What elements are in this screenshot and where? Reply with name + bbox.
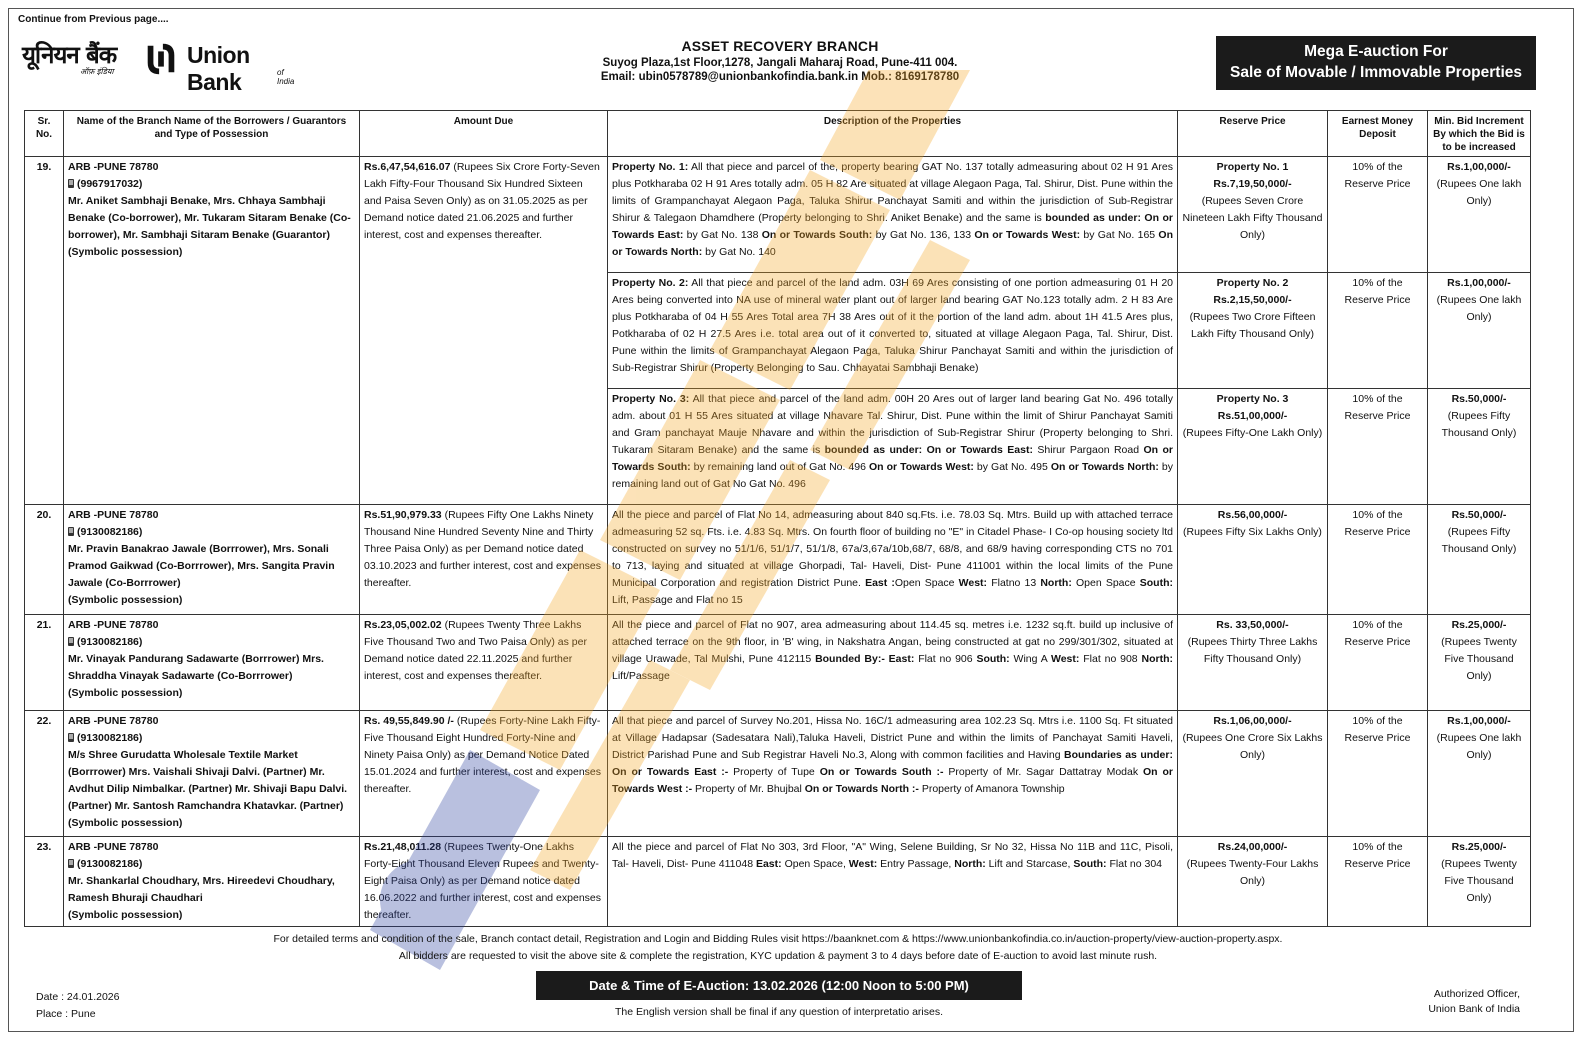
row-sr: 22. [25, 711, 64, 837]
property-bound-label: East: [755, 858, 782, 870]
logo-english-sub: of India [277, 68, 295, 86]
property-text: Wing A [1009, 653, 1051, 665]
property-bound-label: On or Towards West :- [612, 766, 1173, 795]
row-reserve [1178, 837, 1328, 927]
auction-date-banner: Date & Time of E-Auction: 13.02.2026 (12:00 Noon to 5:00 PM) [536, 971, 1022, 1000]
mega-line-1: Mega E-auction For [1304, 43, 1448, 60]
bid-words: (Rupees One lakh Only) [1436, 732, 1522, 761]
row-amount-value: Rs. 49,55,849.90 /- [364, 715, 454, 727]
row-reserve [1178, 157, 1328, 273]
row-phone [68, 176, 355, 193]
row-amount-text: (Rupees Fifty One Lakhs Ninety Thousand Nine Hundred Seventy Nine and Thirty Three Paisa Only) as per Demand notice dated 03.10.2023 and further interest, cost and expenses thereafter. [364, 509, 601, 589]
property-bound-label: On or Towards North: [612, 229, 1174, 258]
row-sr: 19. [25, 157, 64, 505]
row-possession: (Symbolic possession) [68, 594, 183, 606]
row-amount-value: Rs.23,05,002.02 [364, 619, 442, 631]
property-text: Shirur Pargaon Road [1032, 444, 1144, 456]
union-bank-logo [22, 36, 302, 95]
officer-line-2: Union Bank of India [1428, 1003, 1520, 1015]
row-branch: ARB -PUNE 78780 [68, 841, 159, 853]
row-amount-value: Rs.51,90,979.33 [364, 509, 442, 521]
row-reserve [1178, 615, 1328, 711]
row-borrowers: Mr. Pravin Banakrao Jawale (Borrrower), Mrs. Sonali Pramod Gaikwad (Co-Borrrower), Mrs. Sangita Pravin Jawale (Co-Borrrower) [68, 543, 335, 589]
row-emd: 10% of the Reserve Price [1328, 505, 1428, 615]
property-text: by remaining land out of Gat No. 496 [690, 461, 869, 473]
header-name: Name of the Branch Name of the Borrowers / Guarantors and Type of Possession [64, 111, 360, 157]
table-row [25, 615, 1531, 711]
row-borrowers: Mr. Aniket Sambhaji Benake, Mrs. Chhaya Sambhaji Benake (Co-borrower), Mr. Tukaram Sitaram Benake (Co-borrower), Mr. Sambhaji Sitaram Benake (Guarantor) [68, 195, 351, 241]
property-bound-label: Boundaries as under: On or Towards East :- [612, 749, 1173, 778]
logo-hindi-sub: ऑफ़ इंडिया [80, 67, 114, 76]
row-branch: ARB -PUNE 78780 [68, 715, 159, 727]
table-row [25, 157, 1531, 273]
reserve-amount: Rs.24,00,000/- [1217, 841, 1288, 853]
row-description [608, 711, 1178, 837]
row-phone-number: (9130082186) [77, 636, 143, 648]
continue-note: Continue from Previous page.... [18, 14, 169, 25]
branch-title: ASSET RECOVERY BRANCH [681, 38, 879, 54]
property-text: by remaining land out of Gat No Gat No. 496 [612, 461, 1173, 490]
reserve-words: (Rupees One Crore Six Lakhs Only) [1182, 732, 1323, 761]
header-sr: Sr. No. [25, 111, 64, 157]
row-borrowers: M/s Shree Gurudatta Wholesale Textile Market (Borrrower) Mrs. Vaishali Shivaji Dalvi. (Partner) Mr. Avdhut Dilip Nimbalkar. (Partner) Mr. Shivaji Bapu Dalvi. (Partner) Mr. Santosh Ramchandra Khatavkar. (Partner) [68, 749, 348, 812]
row-emd: 10% of the Reserve Price [1328, 711, 1428, 837]
notice-place: Place : Pune [36, 1008, 96, 1020]
reserve-amount: Rs.51,00,000/- [1217, 410, 1288, 422]
mega-auction-banner [1216, 36, 1536, 90]
row-reserve [1178, 711, 1328, 837]
property-bound-label: On or Towards South: [761, 229, 873, 241]
logo-english-text: Union Bank [187, 42, 250, 95]
reserve-words: (Rupees Fifty-One Lakh Only) [1182, 427, 1323, 439]
property-bound-label: Bounded By:- East: [815, 653, 915, 665]
row-borrower-cell [64, 711, 360, 837]
row-branch: ARB -PUNE 78780 [68, 619, 159, 631]
row-sr: 21. [25, 615, 64, 711]
reserve-words: (Rupees Thirty Three Lakhs Fifty Thousand Only) [1187, 636, 1318, 665]
property-text: Flat no 906 [914, 653, 977, 665]
reserve-title: Property No. 1 [1216, 161, 1289, 173]
table-row [25, 505, 1531, 615]
row-amount-text: (Rupees Twenty Three Lakhs Five Thousand Two and Two Paisa Only) as per Demand notice dated 22.11.2025 and further interest, cost and expenses thereafter. [364, 619, 587, 682]
row-phone [68, 634, 355, 651]
reserve-amount: Rs.1,06,00,000/- [1213, 715, 1292, 727]
header-emd: Earnest Money Deposit [1328, 111, 1428, 157]
property-bound-label: On or Towards South :- [819, 766, 944, 778]
property-label: Property No. 1: [612, 161, 689, 173]
row-emd: 10% of the Reserve Price [1328, 273, 1428, 389]
row-bid [1428, 615, 1531, 711]
bid-amount: Rs.25,000/- [1451, 841, 1507, 853]
bid-amount: Rs.1,00,000/- [1447, 715, 1511, 727]
property-bound-label: bounded as under: On or Towards East: [612, 212, 1173, 241]
row-phone-number: (9967917032) [77, 178, 143, 190]
row-amount-cell [360, 157, 608, 505]
property-text: Property of Tupe [728, 766, 820, 778]
property-text: Flatno 13 [987, 577, 1041, 589]
row-bid [1428, 505, 1531, 615]
property-text: Property of Mr. Sagar Dattatray Modak [943, 766, 1143, 778]
phone-icon [68, 733, 74, 742]
row-amount-text: (Rupees Six Crore Forty-Seven Lakh Fifty-Four Thousand Six Hundred Sixteen and Paisa Seven Only) as on 31.05.2025 as per Demand notice dated 21.06.2025 and further interest, cost and expenses thereafter. [364, 161, 600, 241]
property-text: Open Space [1071, 577, 1140, 589]
branch-address: Suyog Plaza,1st Floor,1278, Jangali Maharaj Road, Pune-411 004. [602, 57, 958, 69]
bid-words: (Rupees Fifty Thousand Only) [1441, 526, 1517, 555]
property-bound-label: South: [976, 653, 1010, 665]
property-bound-label: On or Towards West: [974, 229, 1081, 241]
property-bound-label: South: [1073, 858, 1107, 870]
bid-words: (Rupees Twenty Five Thousand Only) [1441, 636, 1517, 682]
reserve-words: (Rupees Seven Crore Nineteen Lakh Fifty Thousand Only) [1182, 195, 1323, 241]
row-bid [1428, 837, 1531, 927]
bid-amount: Rs.1,00,000/- [1447, 161, 1511, 173]
row-borrower-cell [64, 505, 360, 615]
row-sr: 23. [25, 837, 64, 927]
table-header-row [25, 111, 1531, 157]
row-phone-number: (9130082186) [77, 732, 143, 744]
header-reserve: Reserve Price [1178, 111, 1328, 157]
property-text: Flat no 908 [1079, 653, 1142, 665]
row-description [608, 157, 1178, 273]
row-emd: 10% of the Reserve Price [1328, 837, 1428, 927]
row-bid [1428, 711, 1531, 837]
property-text: Property of Mr. Bhujbal [692, 783, 805, 795]
english-version-note: The English version shall be final if any question of interpretatio arises. [614, 1006, 943, 1018]
row-description [608, 273, 1178, 389]
row-branch: ARB -PUNE 78780 [68, 509, 159, 521]
property-bound-label: North: [1141, 653, 1173, 665]
property-bound-label: On or Towards North :- [804, 783, 919, 795]
property-bound-label: South: [1139, 577, 1173, 589]
row-phone [68, 730, 355, 747]
property-bound-label: West: [1051, 653, 1080, 665]
table-row [25, 711, 1531, 837]
property-bound-label: On or Towards South: [612, 444, 1173, 473]
bid-amount: Rs.1,00,000/- [1447, 277, 1511, 289]
row-sr: 20. [25, 505, 64, 615]
bid-words: (Rupees One lakh Only) [1436, 178, 1522, 207]
bid-amount: Rs.50,000/- [1451, 509, 1507, 521]
property-bound-label: On or Towards North: [1050, 461, 1159, 473]
property-bound-label: West: [848, 858, 878, 870]
property-bound-label: North: [954, 858, 986, 870]
property-text: by Gat No. 165 [1080, 229, 1159, 241]
property-text: All that piece and parcel of the land adm. 03H 69 Ares consisting of one portion admeasuring 01 H 20 Ares being converted into NA use of mineral water plant out of larger land bearing GAT No.123 totally adm. 2 H 83 Are plus Potkharaba of 04 H 55 Ares Total area 7H 38 Ares out of it the portion of the land adm. about 1H 41.5 Ares plus, Potkharaba of 02 H 27.5 Ares i.e. total area out of it converted to, situated at village Alegaon Paga, Tal. Shirur, Dist. Pune within the limits of Grampanchayat Alegaon Paga, Taluka Shirur Panchayat Samiti and within the jurisdiction of Sub-Registrar Shirur (Property Belonging to Sau. Chhayatai Sambhaji Benake) [612, 277, 1173, 374]
property-text: by Gat No. 140 [702, 246, 776, 258]
row-description [608, 505, 1178, 615]
row-amount-value: Rs.21,48,011.28 [364, 841, 442, 853]
phone-icon [68, 527, 74, 536]
phone-icon [68, 859, 74, 868]
row-possession: (Symbolic possession) [68, 687, 183, 699]
property-text: by Gat No. 136, 133 [872, 229, 975, 241]
bid-words: (Rupees One lakh Only) [1436, 294, 1522, 323]
property-text: All the piece and parcel of Flat No 14, admeasuring about 840 sq.Fts. i.e. 78.03 Sq. Mtrs. Build up with attached terrace admeasuring 52 sq. Fts. i.e. 4.83 Sq. Mtrs. On fourth floor of building no "E" in Citadel Phase- I Co-op housing society ltd constructed on survey no 51/1/6, 51/1/7, 51/1/8, 67a/3,67a/10b,68/7, 68/8, and 68/9 having corresponding CTS no 701 to 713, laying and situated at village Ghorpadi, Tal- Haveli, Dist- Pune 411001 within the local limits of the Pune Municipal Corporation and registration District Pune. [612, 509, 1173, 589]
reserve-words: (Rupees Twenty-Four Lakhs Only) [1186, 858, 1319, 887]
mega-line-2: Sale of Movable / Immovable Properties [1229, 64, 1522, 81]
row-amount-text: (Rupees Twenty-One Lakhs Forty-Eight Thousand Eleven Rupees and Twenty-Eight Paisa Only) as per Demand notice dated 16.06.2022 and further interest, cost and expenses thereafter. [364, 841, 601, 921]
reserve-amount: Rs.56,00,000/- [1217, 509, 1288, 521]
property-text: Open Space, [781, 858, 849, 870]
reserve-amount: Rs.2,15,50,000/- [1213, 294, 1292, 306]
branch-contact: Email: ubin0578789@unionbankofindia.bank.in Mob.: 8169178780 [600, 71, 960, 83]
property-text: All the piece and parcel of Flat No 303, 3rd Floor, "A" Wing, Selene Building, Sr No 32, Hissa No 11B and 11C, Pisoli, Tal- Haveli, Dist- Pune 411048 [612, 841, 1173, 870]
phone-icon [68, 637, 74, 646]
property-text: Lift and Starcase, [985, 858, 1074, 870]
officer-line-1: Authorized Officer, [1433, 988, 1520, 1000]
property-bound-label: West: [958, 577, 988, 589]
row-emd: 10% of the Reserve Price [1328, 157, 1428, 273]
row-amount-value: Rs.6,47,54,616.07 [364, 161, 451, 173]
row-reserve [1178, 389, 1328, 505]
reserve-words: (Rupees Fifty Six Lakhs Only) [1183, 526, 1322, 538]
property-text: All that piece and parcel of Survey No.201, Hissa No. 16C/1 admeasuring area 102.23 Sq. Mtrs i.e. 1100 Sq. Ft situated at Village Hadapsar (Sadesatara Nali),Taluka Haveli, District Pune and within the limits of Panchayat Samiti Haveli, District Parishad Pune and Sub Registrar Haveli No.3, Along with common facilities and Having [612, 715, 1173, 761]
reserve-words: (Rupees Two Crore Fifteen Lakh Fifty Thousand Only) [1189, 311, 1316, 340]
property-text: Lift, Passage and Flat no 15 [612, 594, 743, 606]
row-amount-text: (Rupees Forty-Nine Lakh Fifty-Five Thousand Eight Hundred Forty-Nine and Ninety Paisa Only) as per Demand Notice Dated 15.01.2024 and further interest, cost and expenses thereafter. [364, 715, 601, 795]
property-text: Open Space [894, 577, 959, 589]
phone-icon [68, 179, 74, 188]
row-phone-number: (9130082186) [77, 858, 143, 870]
row-description [608, 837, 1178, 927]
union-bank-mark-icon [142, 40, 180, 78]
bid-words: (Rupees Twenty Five Thousand Only) [1441, 858, 1517, 904]
branch-header [540, 38, 1020, 83]
row-amount-cell [360, 505, 608, 615]
reserve-amount: Rs. 33,50,000/- [1216, 619, 1289, 631]
row-bid [1428, 389, 1531, 505]
property-text: All that piece and parcel of the land adm. 00H 20 Ares out of larger land bearing Gat No. 496 totally adm. about 01 H 55 Ares situated at village Nhavare Tal. Shirur, Dist. Pune within the limit of Shirur Panchayat Samiti and Gram panchayat Mauje Nhavare and within the jurisdiction of Sub-Registrar Shirur (Property belonging to Shri. Tukaram Sitaram Benake) and the same is [612, 393, 1174, 456]
authorized-officer [1428, 987, 1520, 1017]
property-text: Lift/Passage [612, 670, 670, 682]
notice-date: Date : 24.01.2026 [36, 991, 120, 1003]
row-bid [1428, 273, 1531, 389]
row-borrower-cell [64, 615, 360, 711]
bid-amount: Rs.50,000/- [1451, 393, 1507, 405]
reserve-amount: Rs.7,19,50,000/- [1213, 178, 1292, 190]
row-borrowers: Mr. Vinayak Pandurang Sadawarte (Borrrower) Mrs. Shraddha Vinayak Sadawarte (Co-Borrrower) [68, 653, 324, 682]
bid-amount: Rs.25,000/- [1451, 619, 1507, 631]
row-amount-cell [360, 711, 608, 837]
table-row [25, 837, 1531, 927]
terms-note: For detailed terms and condition of the sale, Branch contact detail, Registration and Login and Bidding Rules visit https://baanknet.com & https://www.unionbankofindia.co.in/auction-property/view-auction-property.aspx. [273, 933, 1283, 945]
row-bid [1428, 157, 1531, 273]
property-text: by Gat No. 138 [683, 229, 762, 241]
property-bound-label: On or Towards West: [868, 461, 974, 473]
row-phone [68, 856, 355, 873]
row-reserve [1178, 273, 1328, 389]
property-text: All the piece and parcel of Flat no 907, area admeasuring about 114.45 sq. metres i.e. 1232 sq.ft. build up inclusive of attached terrace on the 9th floor, in 'B' wing, in Nakshatra Angan, being constructed at gat no 299/301/302, situated at village Urawade, Tal Mulshi, Pune 412115 [612, 619, 1173, 665]
row-borrower-cell [64, 837, 360, 927]
property-text: by Gat No. 495 [973, 461, 1051, 473]
property-text: All that piece and parcel of the, property bearing GAT No. 137 totally admeasuring about 02 H 91 Ares plus Potkharaba 02 H 91 Ares totally adm. 05 H 82 Are situated at village Alegaon Paga, Tal. Shirur, Dist. Pune within the limits of Grampanchayat Alegaon Paga, Taluka Shirur Panchayat Samiti and within the jurisdiction of Sub-Registrar Shirur & Talegaon Dhamdhere (Property belonging to Shri. Aniket Benake) and the same is [612, 161, 1173, 224]
row-branch: ARB -PUNE 78780 [68, 161, 159, 173]
reserve-title: Property No. 2 [1216, 277, 1289, 289]
property-text: Flat no 304 [1106, 858, 1163, 870]
bid-words: (Rupees Fifty Thousand Only) [1441, 410, 1517, 439]
logo-hindi-text: यूनियन बैंक [22, 41, 117, 69]
row-phone [68, 524, 355, 541]
property-bound-label: bounded as under: On or Towards East: [824, 444, 1033, 456]
bidders-note: All bidders are requested to visit the above site & complete the registration, KYC updation & payment 3 to 4 days before date of E-auction to avoid last minute rush. [398, 950, 1158, 962]
row-amount-cell [360, 837, 608, 927]
property-text: Property of Amanora Township [918, 783, 1065, 795]
row-reserve [1178, 505, 1328, 615]
row-amount-cell [360, 615, 608, 711]
header-amount: Amount Due [360, 111, 608, 157]
row-borrower-cell [64, 157, 360, 505]
row-emd: 10% of the Reserve Price [1328, 389, 1428, 505]
property-label: Property No. 2: [612, 277, 689, 289]
row-borrowers: Mr. Shankarlal Choudhary, Mrs. Hireedevi Choudhary, Ramesh Bhuraji Chaudhari [68, 875, 335, 904]
property-label: Property No. 3: [612, 393, 690, 405]
row-possession: (Symbolic possession) [68, 246, 183, 258]
header-desc: Description of the Properties [608, 111, 1178, 157]
property-text: Entry Passage, [877, 858, 955, 870]
reserve-title: Property No. 3 [1216, 393, 1289, 405]
property-bound-label: North: [1040, 577, 1072, 589]
auction-table [24, 110, 1531, 927]
header-bid: Min. Bid Increment By which the Bid is to be increased [1428, 111, 1531, 157]
row-description [608, 615, 1178, 711]
row-possession: (Symbolic possession) [68, 909, 183, 921]
row-phone-number: (9130082186) [77, 526, 143, 538]
property-bound-label: East : [865, 577, 895, 589]
row-possession: (Symbolic possession) [68, 817, 183, 829]
row-description [608, 389, 1178, 505]
row-emd: 10% of the Reserve Price [1328, 615, 1428, 711]
